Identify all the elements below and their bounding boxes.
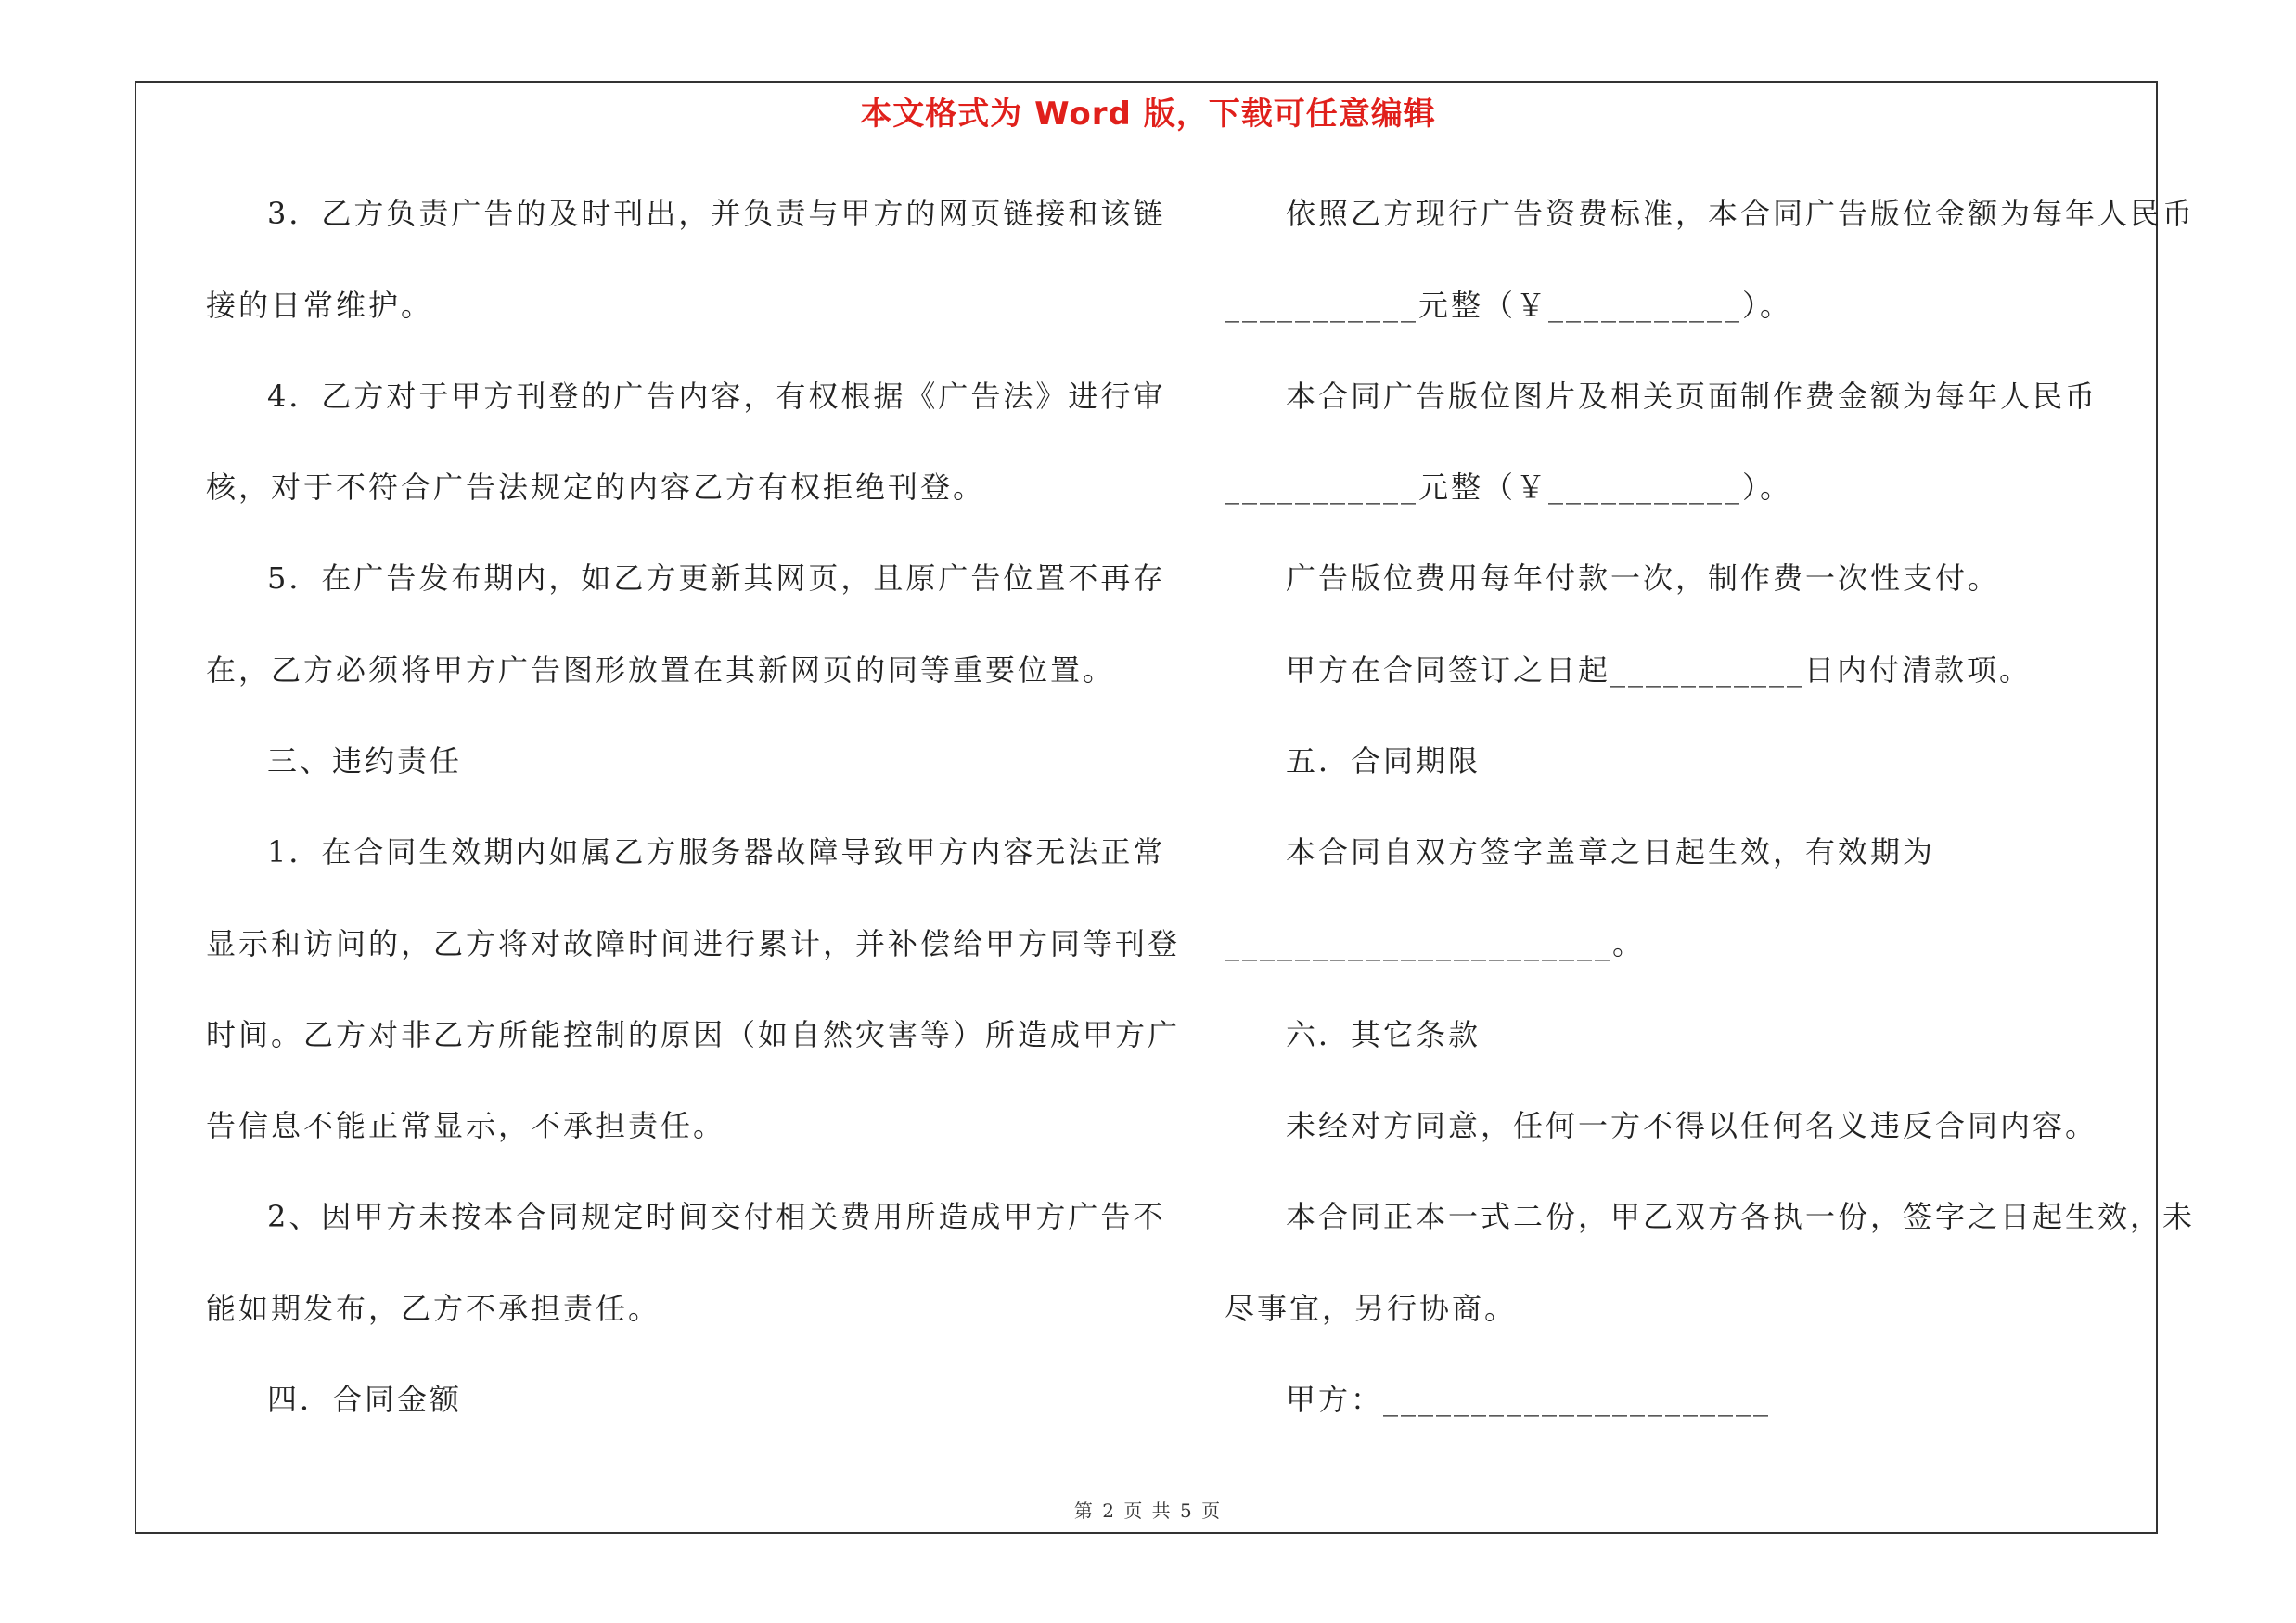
paragraph-line: 告信息不能正常显示，不承担责任。 (206, 1108, 726, 1143)
paragraph-line: 2、因甲方未按本合同规定时间交付相关费用所造成甲方广告不 (267, 1199, 1166, 1234)
paragraph-line: 本合同广告版位图片及相关页面制作费金额为每年人民币 (1286, 379, 2098, 414)
section-heading: 五．合同期限 (1286, 743, 1481, 779)
paragraph-line: 5．在广告发布期内，如乙方更新其网页，且原广告位置不再存 (267, 560, 1166, 596)
paragraph-line: 甲方在合同签订之日起___________日内付清款项。 (1286, 652, 2033, 688)
paragraph-line: 在，乙方必须将甲方广告图形放置在其新网页的同等重要位置。 (206, 652, 1116, 688)
header-banner: 本文格式为 Word 版，下载可任意编辑 (860, 96, 1436, 133)
paragraph-line: 核，对于不符合广告法规定的内容乙方有权拒绝刊登。 (206, 470, 986, 505)
amount-blank-line: ___________元整（￥___________）。 (1225, 470, 1793, 505)
paragraph-line: 能如期发布，乙方不承担责任。 (206, 1291, 661, 1326)
paragraph-line: 尽事宜，另行协商。 (1225, 1291, 1518, 1326)
amount-blank-line: ___________元整（￥___________）。 (1225, 288, 1793, 323)
paragraph-line: 本合同自双方签字盖章之日起生效，有效期为 (1286, 834, 1936, 869)
section-heading: 四．合同金额 (267, 1382, 463, 1417)
paragraph-line: 时间。乙方对非乙方所能控制的原因（如自然灾害等）所造成甲方广 (206, 1017, 1181, 1052)
paragraph-line: 接的日常维护。 (206, 288, 434, 323)
paragraph-line: 广告版位费用每年付款一次，制作费一次性支付。 (1286, 560, 2001, 596)
paragraph-line: 3．乙方负责广告的及时刊出，并负责与甲方的网页链接和该链 (267, 196, 1166, 231)
paragraph-line: 未经对方同意，任何一方不得以任何名义违反合同内容。 (1286, 1108, 2098, 1143)
paragraph-line: 显示和访问的，乙方将对故障时间进行累计，并补偿给甲方同等刊登 (206, 926, 1181, 961)
section-heading: 六．其它条款 (1286, 1017, 1481, 1052)
term-blank-line: ______________________。 (1225, 926, 1646, 961)
paragraph-line: 1．在合同生效期内如属乙方服务器故障导致甲方内容无法正常 (267, 834, 1166, 869)
section-heading: 三、违约责任 (267, 743, 463, 779)
paragraph-line: 本合同正本一式二份，甲乙双方各执一份，签字之日起生效，未 (1286, 1199, 2196, 1234)
paragraph-line: 依照乙方现行广告资费标准，本合同广告版位金额为每年人民币 (1286, 196, 2196, 231)
paragraph-line: 4．乙方对于甲方刊登的广告内容，有权根据《广告法》进行审 (267, 379, 1166, 414)
signature-line-party-a: 甲方：______________________ (1286, 1382, 1772, 1417)
page-number: 第 2 页 共 5 页 (1073, 1500, 1223, 1522)
